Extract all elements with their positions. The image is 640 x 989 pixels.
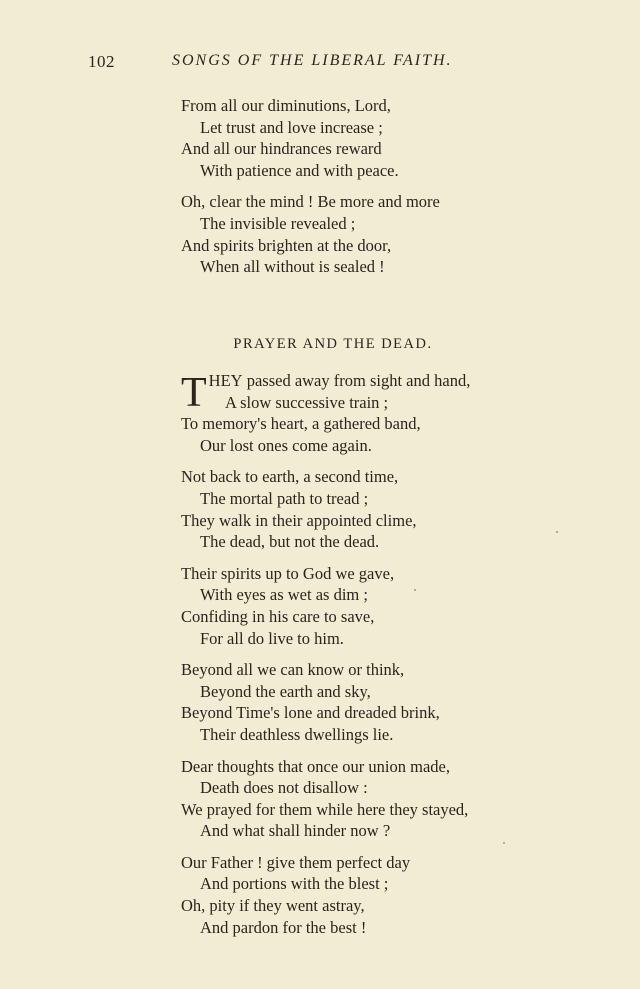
running-head: SONGS OF THE LIBERAL FAITH. (172, 52, 453, 69)
first-line-rest: passed away from sight and hand, (242, 371, 471, 390)
verse-line: Our lost ones come again. (200, 435, 372, 455)
verse-line: And portions with the blest ; (200, 874, 389, 894)
verse-line: Beyond the earth and sky, (200, 681, 371, 701)
verse-line: With patience and with peace. (200, 160, 399, 180)
verse-line: And pardon for the best ! (200, 917, 367, 937)
stanza (181, 659, 581, 745)
verse-line: To memory's heart, a gathered band, (181, 414, 421, 434)
verse-line: For all do live to him. (200, 628, 344, 648)
verse-line: Their deathless dwellings lie. (200, 724, 394, 744)
verse-line: And what shall hinder now ? (200, 821, 391, 841)
verse-line: Death does not disallow : (200, 778, 368, 798)
stanza (181, 95, 581, 181)
stanza (181, 563, 581, 649)
paper-speck (503, 842, 505, 844)
verse-line: Beyond Time's lone and dreaded brink, (181, 703, 440, 723)
verse-line: Confiding in his care to save, (181, 606, 375, 626)
verse-line: Our Father ! give them perfect day (181, 852, 411, 872)
verse-line: A slow successive train ; (225, 392, 389, 412)
stanza (181, 756, 581, 842)
page-number: 102 (88, 52, 115, 71)
poem-title: PRAYER AND THE DEAD. (233, 336, 433, 352)
verse-line: They walk in their appointed clime, (181, 510, 417, 530)
verse-line: Dear thoughts that once our union made, (181, 756, 450, 776)
paper-speck (556, 531, 558, 533)
verse-line: Their spirits up to God we gave, (181, 563, 395, 583)
verse-line: The mortal path to tread ; (200, 488, 369, 508)
stanza (181, 852, 581, 938)
verse-line: And spirits brighten at the door, (181, 235, 392, 255)
poem-continuation (181, 95, 581, 288)
paper-speck (414, 589, 416, 591)
verse-line: Beyond all we can know or think, (181, 660, 405, 680)
verse-line: The dead, but not the dead. (200, 532, 380, 552)
verse-line: Not back to earth, a second time, (181, 467, 399, 487)
verse-line: Let trust and love increase ; (200, 117, 383, 137)
verse-line: Oh, pity if they went astray, (181, 896, 365, 916)
page-header (88, 52, 508, 74)
stanza (181, 370, 581, 456)
verse-line: With eyes as wet as dim ; (200, 585, 368, 605)
first-word-caps: HEY (208, 371, 243, 390)
verse-line: From all our diminutions, Lord, (181, 96, 391, 115)
stanza (181, 466, 581, 552)
verse-line: We prayed for them while here they stayed, (181, 799, 469, 819)
verse-line: The invisible revealed ; (200, 213, 356, 233)
drop-cap: T (181, 370, 207, 416)
poem-prayer-and-the-dead (181, 370, 581, 948)
verse-line: And all our hindrances reward (181, 139, 382, 159)
verse-line: When all without is sealed ! (200, 257, 385, 277)
verse-line: Oh, clear the mind ! Be more and more (181, 192, 440, 212)
stanza (181, 191, 581, 277)
